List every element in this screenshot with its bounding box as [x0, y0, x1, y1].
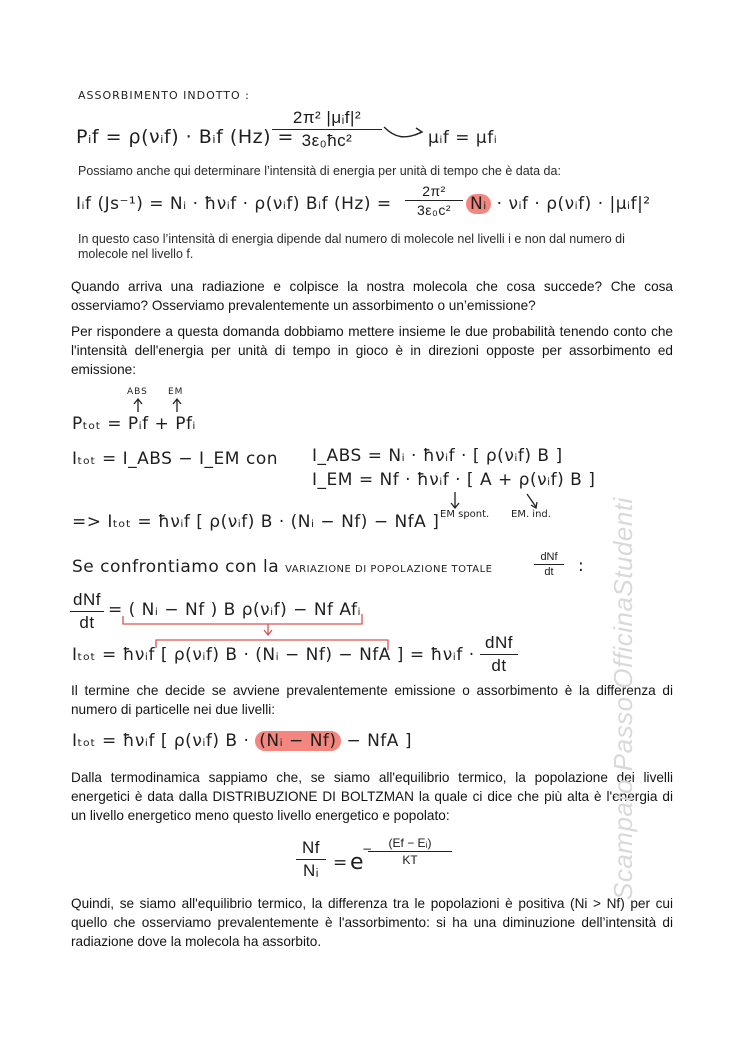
eq6	[72, 731, 412, 751]
compare-colon: :	[578, 556, 585, 576]
note-levels: In questo caso l’intensità di energia dipende dal numero di molecole nel livelli i e non dal numero di molecole nel livello f.	[78, 232, 625, 261]
eq1-result: μᵢf = μfᵢ	[428, 128, 498, 148]
eq7-exp-minus: −	[362, 842, 373, 856]
label-em-spont: EM spont.	[440, 509, 490, 520]
compare-caps: VARIAZIONE DI POPOLAZIONE TOTALE	[285, 564, 493, 575]
eq5-fraction	[480, 633, 518, 676]
eq4-den: dt	[79, 613, 95, 632]
abs-up-arrow	[134, 399, 142, 412]
paragraph-decider: Il termine che decide se avviene prevalentemente emissione o assorbimento è la differenza di numero di particelle nei due livelli:	[71, 683, 673, 717]
ind-down-arrow	[527, 494, 537, 508]
eq5-num: dNf	[485, 633, 513, 652]
label-abs: ABS	[127, 387, 148, 397]
curved-arrow	[384, 127, 422, 137]
section-title: ASSORBIMENTO INDOTTO :	[78, 89, 250, 102]
eq1-fraction	[272, 108, 382, 151]
paragraph-answer-intro: Per rispondere a questa domanda dobbiamo mettere insieme le due probabilità tenendo conto che l'intensità dell'energia per unità di tempo in gioco è in direzioni opposte per assorbimento ed emissione:	[71, 324, 673, 377]
eq7-lhs-fraction	[296, 838, 326, 881]
spont-down-arrow	[451, 492, 459, 508]
eq-itot: Iₜₒₜ = I_ABS − I_EM	[72, 449, 240, 469]
label-em-ind: EM. ind.	[511, 509, 551, 520]
eq4-fraction	[70, 590, 104, 633]
paragraph-conclusion: Quindi, se siamo all'equilibrio termico, la differenza tra le popolazioni è positiva (Ni > Nf) per cui quello che osserviamo prevalentemente è l'assorbimento: si ha una diminuzione dell’intensità di radiazione dove la molecola ha assorbito.	[71, 896, 673, 949]
eq6-post: − NfA ]	[346, 731, 412, 751]
compare-frac-num: dNf	[540, 551, 558, 563]
eq4-rhs: = ( Nᵢ − Nf ) B ρ(νᵢf) − Nf Afᵢ	[108, 600, 361, 620]
compare-lead: Se confrontiamo con la	[72, 557, 280, 577]
eq7-exp-fraction	[368, 836, 452, 867]
label-em: EM	[168, 387, 184, 397]
eq6-highlight: (Nᵢ − Nf)	[255, 731, 340, 751]
eq7-den: Nᵢ	[303, 861, 319, 880]
watermark: Scampato Passo OfficinaStudenti	[608, 497, 638, 900]
eq-iem: I_EM = Nf · ħνᵢf · [ A + ρ(νᵢf) B ]	[312, 470, 596, 490]
eq-iabs: I_ABS = Nᵢ · ħνᵢf · [ ρ(νᵢf) B ]	[312, 446, 563, 466]
eq2-lhs: Iᵢf (Js⁻¹) = Nᵢ · ħνᵢf · ρ(νᵢf) Bᵢf (Hz) =	[76, 194, 392, 214]
eq2-fraction	[405, 183, 463, 218]
eq5-lhs: Iₜₒₜ = ħνᵢf [ ρ(νᵢf) B · (Nᵢ − Nf) − NfA ] = ħνᵢf ·	[72, 645, 475, 665]
eq1-denominator: 3ε₀ħc²	[301, 131, 353, 150]
em-up-arrow	[173, 399, 181, 412]
eq4-num: dNf	[73, 590, 101, 609]
eq6-pre: Iₜₒₜ = ħνᵢf [ ρ(νᵢf) B ·	[72, 731, 250, 751]
eq5-den: dt	[491, 656, 507, 675]
eq7-exp-num: (Ef − Eᵢ)	[388, 836, 432, 850]
note-intensity: Possiamo anche qui determinare l’intensità di energia per unità di tempo che è data da:	[78, 164, 561, 178]
eq7-equals: =	[333, 853, 348, 873]
word-con: con	[246, 449, 279, 469]
eq-itot-implies: => Iₜₒₜ = ħνᵢf [ ρ(νᵢf) B · (Nᵢ − Nf) − NfA ]	[72, 512, 440, 532]
eq1-numerator: 2π² |μᵢf|²	[292, 108, 362, 127]
red-bracket-arrow	[264, 624, 272, 635]
eq2-denominator: 3ε₀c²	[417, 202, 451, 218]
eq7-exp-den: KT	[402, 853, 418, 867]
eq2-rhs: · νᵢf · ρ(νᵢf) · |μᵢf|²	[496, 194, 651, 214]
eq7-base: e	[350, 850, 364, 875]
eq1-lhs: Pᵢf = ρ(νᵢf) · Bᵢf (Hz) =	[76, 126, 294, 148]
paragraph-question: Quando arriva una radiazione e colpisce la nostra molecola che cosa succede? Che cosa osserviamo? Osserviamo prevalentemente un assorbimento o un’emissione?	[71, 279, 673, 313]
eq2-highlight-ni: Nᵢ	[466, 194, 491, 214]
curved-arrow-head	[415, 128, 422, 135]
compare-line	[72, 557, 493, 577]
eq-ptot: Pₜₒₜ = Pᵢf + Pfᵢ	[72, 414, 196, 434]
eq7-num: Nf	[302, 838, 320, 857]
paragraph-boltzmann: Dalla termodinamica sappiamo che, se siamo all'equilibrio termico, la popolazione dei livelli energetici è data dalla DISTRIBUZIONE DI BOLTZMAN la quale ci dice che più alta è l'energia di un livello energetico meno questo livello energetico e popolato:	[71, 770, 673, 823]
compare-fraction	[534, 551, 564, 578]
compare-frac-den: dt	[544, 566, 554, 578]
eq2-numerator: 2π²	[422, 183, 446, 199]
eq2-rhs-block	[466, 194, 651, 214]
